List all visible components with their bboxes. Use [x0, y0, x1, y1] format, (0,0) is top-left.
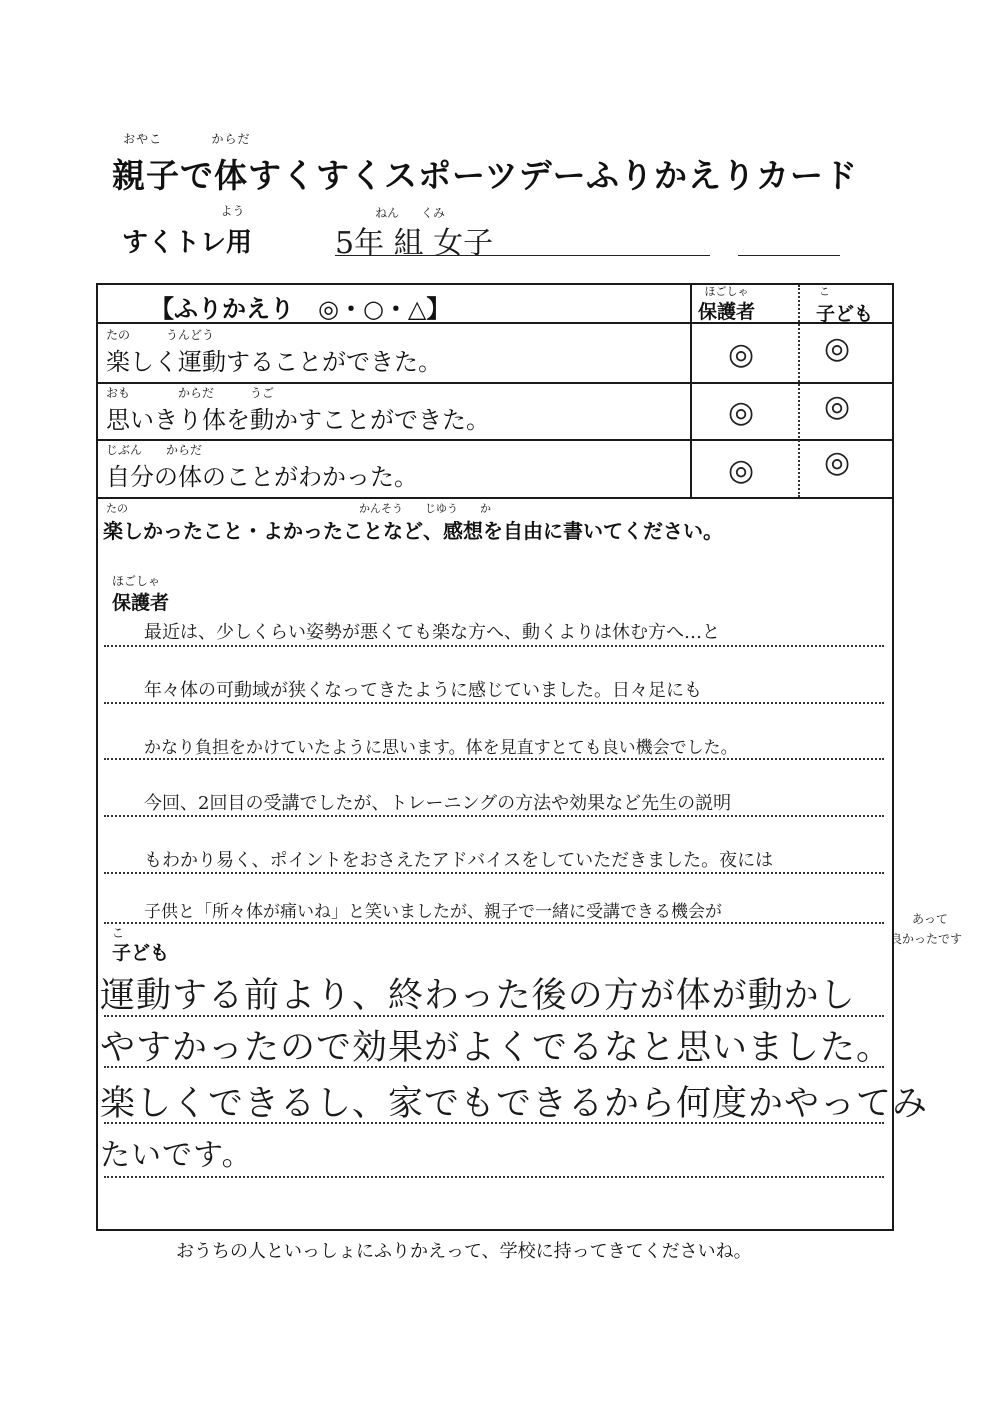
- title-body-kanji: 体: [214, 156, 248, 195]
- child-section-title: 子ども: [112, 942, 170, 964]
- child-line-1: 運動する前より、終わった後の方が体が動かし: [100, 976, 856, 1016]
- guardian-rule-3: [104, 758, 884, 760]
- guardian-rule-5: [104, 872, 884, 874]
- row-1-ruby: たの うんどう: [106, 328, 215, 342]
- usage-label-text: すくトレ用: [122, 228, 253, 258]
- row-1: [106, 326, 442, 377]
- row-2-guardian-mark: ◎: [728, 395, 755, 430]
- guardian-section-label: [112, 572, 169, 615]
- you-ruby: よう: [220, 204, 245, 218]
- row-1-guardian-mark: ◎: [728, 337, 755, 372]
- row-2: [106, 384, 490, 435]
- row-2-ruby: おも からだ うご: [106, 386, 275, 400]
- kumi-ruby: くみ: [421, 206, 446, 220]
- card-title: [112, 132, 859, 197]
- child-rule-2: [104, 1066, 884, 1068]
- child-line-2: やすかったので効果がよくでるなと思いました。: [100, 1028, 893, 1068]
- footer-note: おうちの人といっしょにふりかえって、学校に持ってきてくださいね。: [176, 1241, 752, 1262]
- row-2-child-mark: ◎: [824, 389, 851, 424]
- row-1-text: 楽しく運動することができた。: [106, 348, 442, 376]
- row-2-text: 思いきり体を動かすことができた。: [106, 406, 490, 434]
- guardian-side-note: [890, 905, 962, 953]
- row3-divider: [98, 497, 892, 499]
- child-section-ruby: こ: [112, 926, 125, 940]
- child-rule-4: [104, 1176, 884, 1178]
- guardian-column: [698, 285, 756, 324]
- guardian-column-label: 保護者: [698, 301, 756, 323]
- side-note-line-1: あって: [912, 912, 948, 926]
- usage-label: [122, 204, 253, 259]
- name-underline: [738, 255, 840, 256]
- child-line-4: たいです。: [100, 1138, 253, 1173]
- reflection-header: 【ふりかえり ◎・○・△】: [150, 295, 451, 323]
- child-col-divider: [798, 285, 800, 497]
- oyako-ruby: おやこ: [123, 132, 163, 146]
- class-handwritten: 5年 組 女子: [335, 226, 494, 261]
- row-3-text: 自分の体のことがわかった。: [106, 463, 418, 491]
- guardian-rule-2: [104, 702, 884, 704]
- guardian-line-2: 年々体の可動域が狭くなってきたように感じていました。日々足にも: [144, 680, 702, 701]
- row-3-guardian-mark: ◎: [728, 453, 755, 488]
- guardian-line-6: 子供と「所々体が痛いね」と笑いましたが、親子で一緒に受講できる機会が: [144, 902, 722, 922]
- prompt-text: 楽しかったこと・よかったことなど、感想を自由に書いてください。: [103, 519, 723, 543]
- row-3-ruby: じぶん からだ: [106, 443, 203, 457]
- guardian-section-title: 保護者: [112, 592, 170, 614]
- side-note-line-2: 良かったです: [890, 932, 963, 946]
- child-rule-1: [104, 1015, 884, 1017]
- guardian-rule-4: [104, 815, 884, 817]
- guardian-line-4: 今回、2回目の受講でしたが、トレーニングの方法や効果など先生の説明: [144, 793, 732, 814]
- child-rule-3: [104, 1122, 884, 1124]
- guardian-line-3: かなり負担をかけていたように思います。体を見直すとても良い機会でした。: [144, 738, 738, 758]
- title-part2: すくすくスポーツデーふりかえりカード: [248, 156, 859, 195]
- child-line-3: 楽しくできるし、家でもできるから何度かやってみ: [100, 1084, 929, 1124]
- guardian-line-1: 最近は、少しくらい姿勢が悪くても楽な方へ、動くよりは休む方へ…と: [144, 622, 720, 643]
- child-section-label: [112, 924, 169, 965]
- class-underline: [335, 255, 710, 256]
- row-1-child-mark: ◎: [824, 331, 851, 366]
- guardian-col-divider: [690, 285, 692, 497]
- guardian-ruby: ほごしゃ: [704, 285, 749, 298]
- guardian-line-5: もわかり易く、ポイントをおさえたアドバイスをしていただきました。夜には: [144, 850, 774, 871]
- child-column: [816, 285, 874, 326]
- child-column-label: 子ども: [816, 303, 874, 325]
- guardian-section-ruby: ほごしゃ: [112, 574, 161, 588]
- guardian-rule-1: [104, 645, 884, 647]
- child-ruby: こ: [819, 285, 831, 298]
- row-3-child-mark: ◎: [824, 445, 851, 480]
- nen-ruby: ねん: [375, 206, 400, 220]
- guardian-rule-6: [104, 922, 884, 924]
- title-part1: 親子で: [112, 156, 214, 195]
- body-ruby: からだ: [211, 132, 251, 146]
- row-3: [106, 441, 418, 492]
- prompt-ruby: たの かんそう じゆう か: [106, 502, 491, 515]
